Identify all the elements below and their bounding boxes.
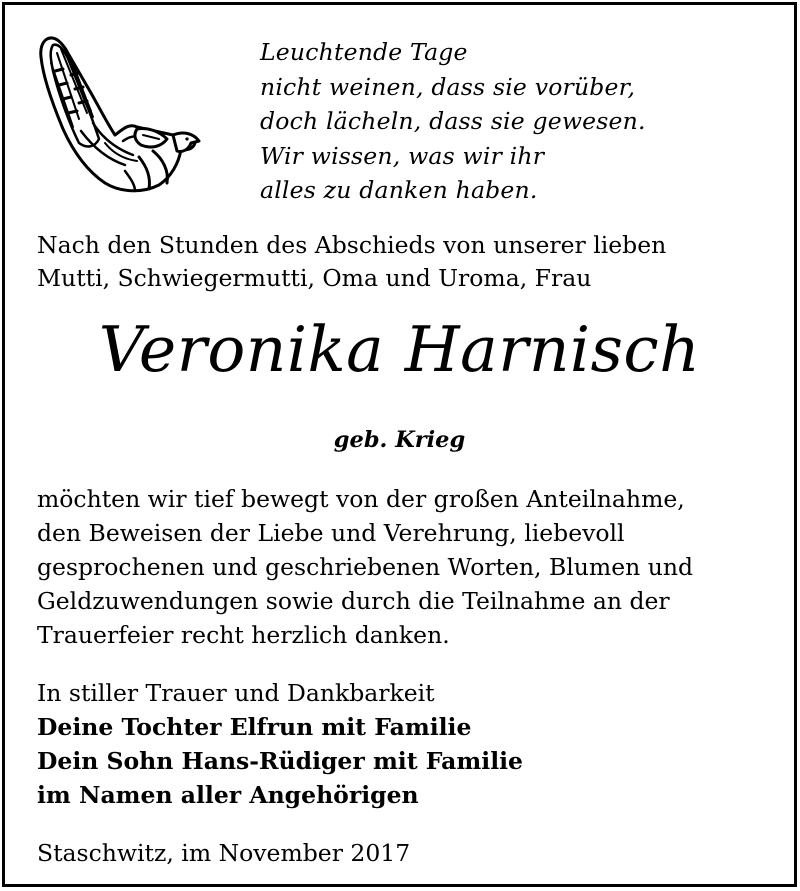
maiden-name: geb. Krieg bbox=[333, 427, 466, 453]
signature-block bbox=[37, 676, 523, 812]
thanks-line: Geldzuwendungen sowie durch die Teilnahme an der bbox=[37, 587, 670, 615]
mourner-line: Deine Tochter Elfrun mit Familie bbox=[37, 713, 472, 741]
thanks-paragraph bbox=[37, 482, 693, 652]
intro-line: Nach den Stunden des Abschieds von unserer lieben bbox=[37, 231, 667, 259]
mourner-line: im Namen aller Angehörigen bbox=[37, 781, 419, 809]
verse-line: nicht weinen, dass sie vorüber, bbox=[260, 72, 636, 101]
verse-line: Wir wissen, was wir ihr bbox=[260, 141, 545, 170]
thanks-line: möchten wir tief bewegt von der großen Anteilnahme, bbox=[37, 485, 685, 513]
deceased-name: Veronika Harnisch bbox=[98, 313, 701, 386]
thanks-line: den Beweisen der Liebe und Verehrung, liebevoll bbox=[37, 519, 625, 547]
verse-line: doch lächeln, dass sie gewesen. bbox=[260, 107, 646, 135]
memorial-verse bbox=[260, 35, 646, 208]
praying-hands-icon bbox=[33, 31, 203, 197]
intro-paragraph bbox=[37, 229, 666, 295]
place-and-date: Staschwitz, im November 2017 bbox=[37, 839, 411, 867]
thanks-line: Trauerfeier recht herzlich danken. bbox=[37, 621, 450, 649]
verse-line: Leuchtende Tage bbox=[260, 38, 468, 66]
thanks-line: gesprochenen und geschriebenen Worten, Blumen und bbox=[37, 553, 694, 581]
verse-line: alles zu danken haben. bbox=[260, 176, 538, 204]
closing-line: In stiller Trauer und Dankbarkeit bbox=[37, 679, 435, 707]
mourner-line: Dein Sohn Hans-Rüdiger mit Familie bbox=[37, 747, 523, 775]
obituary-notice bbox=[2, 2, 797, 887]
intro-line: Mutti, Schwiegermutti, Oma und Uroma, Frau bbox=[37, 264, 592, 292]
